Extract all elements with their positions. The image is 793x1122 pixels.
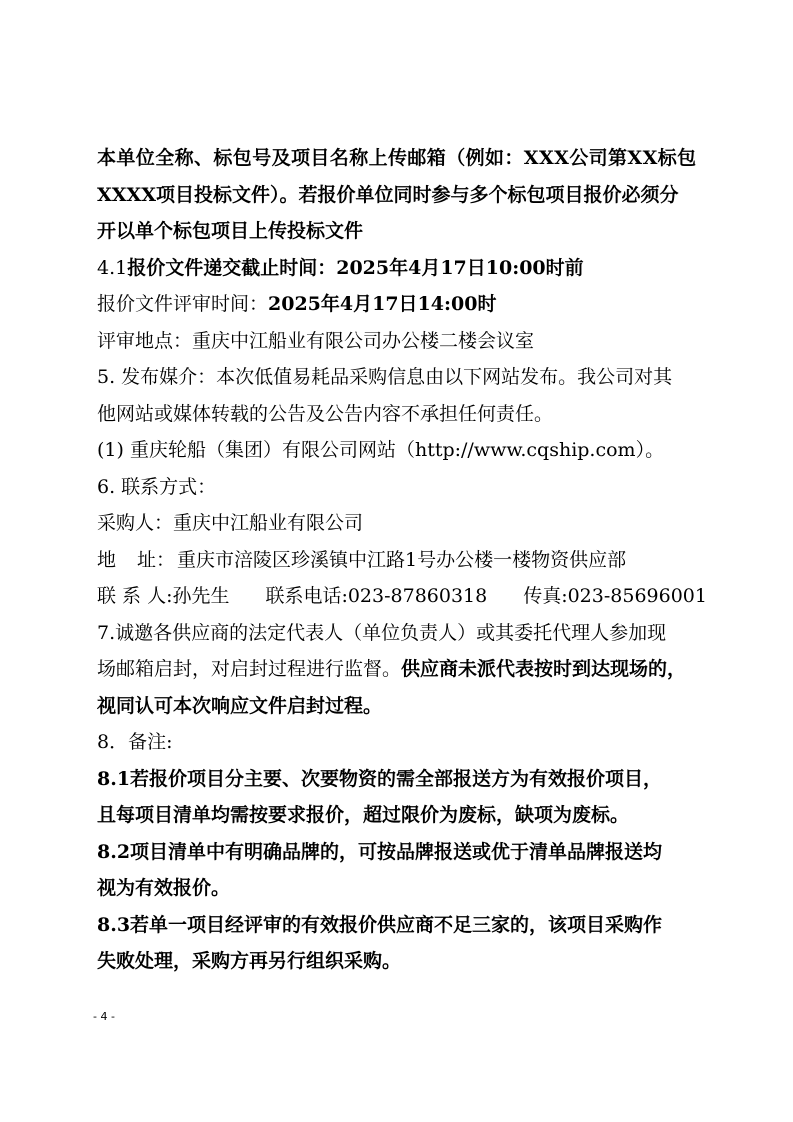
contact-heading: 6. 联系方式：: [97, 475, 217, 498]
paragraph-line: 8.2项目清单中有明确品牌的，可按品牌报送或优于清单品牌报送均: [97, 840, 663, 863]
paragraph-line: 视同认可本次响应文件启封过程。: [97, 694, 383, 717]
purchaser-line: 采购人：重庆中江船业有限公司: [97, 512, 364, 534]
contact-person: 联 系 人:孙先生: [97, 585, 230, 607]
review-time-label: 报价文件评审时间：: [97, 293, 269, 315]
section-number: 4.1: [97, 256, 128, 279]
paragraph-line: 8.3若单一项目经评审的有效报价供应商不足三家的，该项目采购作: [97, 913, 663, 936]
contact-phone: 联系电话:023-87860318: [265, 585, 488, 607]
deadline-text: 报价文件递交截止时间：2025年4月17日10:00时前: [127, 256, 584, 279]
normal-text: 场邮箱启封，对启封过程进行监督。: [97, 658, 402, 680]
contact-row: [97, 578, 707, 615]
review-time-line: [97, 286, 707, 323]
address-label-a: 地: [97, 548, 117, 571]
deadline-line: [97, 250, 707, 287]
paragraph-line: 视为有效报价。: [97, 877, 231, 899]
review-time-value: 2025年4月17日14:00时: [268, 293, 497, 315]
address-label-b: 址：: [137, 548, 176, 571]
page-number: - 4 -: [93, 1010, 115, 1023]
paragraph-line: 且每项目清单均需按要求报价，超过限价为废标，缺项为废标。: [97, 804, 630, 826]
paragraph-line: 5. 发布媒介：本次低值易耗品采购信息由以下网站发布。我公司对其: [97, 366, 673, 388]
address-line: [97, 542, 707, 579]
paragraph-line: 本单位全称、标包号及项目名称上传邮箱（例如：XXX公司第XX标包: [97, 147, 697, 169]
remarks-heading: 8．备注:: [97, 731, 173, 753]
paragraph-line: 8.1若报价项目分主要、次要物资的需全部报送方为有效报价项目，: [97, 767, 663, 790]
document-body: [97, 140, 707, 980]
contact-fax: 传真:023-85696001: [523, 585, 707, 607]
review-location-line: 评审地点：重庆中江船业有限公司办公楼二楼会议室: [97, 329, 535, 352]
paragraph-line: XXXX项目投标文件）。若报价单位同时参与多个标包项目报价必须分: [97, 183, 679, 206]
address-value: 重庆市涪陵区珍溪镇中江路1号办公楼一楼物资供应部: [177, 548, 627, 571]
bold-text: 供应商未派代表按时到达现场的，: [401, 658, 687, 680]
paragraph-line: 他网站或媒体转载的公告及公告内容不承担任何责任。: [97, 402, 554, 425]
paragraph-line: 开以单个标包项目上传投标文件: [97, 220, 364, 242]
paragraph-line: 7.诚邀各供应商的法定代表人（单位负责人）或其委托代理人参加现: [97, 621, 667, 644]
paragraph-line: 失败处理，采购方再另行组织采购。: [97, 950, 402, 972]
website-line: (1) 重庆轮船（集团）有限公司网站（http://www.cqship.com）。: [97, 439, 665, 461]
paragraph-line: [97, 651, 707, 688]
